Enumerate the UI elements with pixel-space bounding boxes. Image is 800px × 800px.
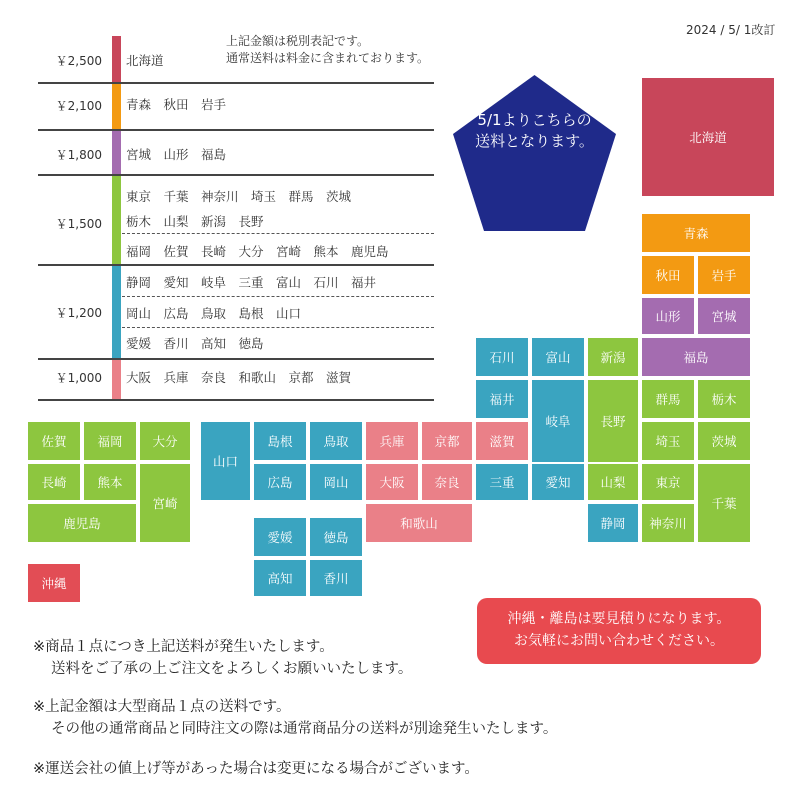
- tier-price: ￥2,500: [55, 54, 102, 68]
- pref-osaka: 大阪: [366, 464, 418, 500]
- announcement-text: [453, 110, 616, 152]
- tier-color-bar: [112, 131, 121, 174]
- pref-wakayama: 和歌山: [366, 504, 472, 542]
- tier-prefectures: 大阪 兵庫 奈良 和歌山 京都 滋賀: [126, 370, 352, 385]
- tax-note-line2: 通常送料は料金に含まれております。: [226, 51, 430, 65]
- callout-line1: 沖縄・離島は要見積りになります。: [507, 611, 731, 627]
- pref-yamanashi: 山梨: [588, 464, 638, 500]
- pref-kagoshima: 鹿児島: [28, 504, 136, 542]
- table-divider: [38, 264, 434, 266]
- note-price-change: [33, 758, 479, 780]
- note-line: ※上記金額は大型商品１点の送料です。: [33, 699, 291, 715]
- revision-date: 2024 / 5/ 1改訂: [686, 23, 776, 37]
- pref-fukui: 福井: [476, 380, 528, 418]
- note-line: ※商品１点につき上記送料が発生いたします。: [33, 639, 334, 655]
- pref-okinawa: 沖縄: [28, 564, 80, 602]
- okinawa-islands-callout: [477, 598, 761, 664]
- tier-prefectures: 岡山 広島 鳥取 島根 山口: [126, 306, 302, 321]
- pref-tokyo: 東京: [642, 464, 694, 500]
- table-divider: [38, 174, 434, 176]
- pref-aichi: 愛知: [532, 464, 584, 500]
- pref-ibaraki: 茨城: [698, 422, 750, 460]
- pref-yamaguchi: 山口: [201, 422, 250, 500]
- tier-prefectures: 栃木 山梨 新潟 長野: [126, 214, 264, 229]
- pref-nagasaki: 長崎: [28, 464, 80, 500]
- pref-niigata: 新潟: [588, 338, 638, 376]
- pref-hyogo: 兵庫: [366, 422, 418, 460]
- announcement-line1: 5/1よりこちらの: [477, 111, 592, 129]
- pref-fukushima: 福島: [642, 338, 750, 376]
- pref-yamagata: 山形: [642, 298, 694, 334]
- tier-prefectures: 愛媛 香川 高知 徳島: [126, 336, 264, 351]
- announcement-pentagon: [453, 75, 616, 231]
- pref-shizuoka: 静岡: [588, 504, 638, 542]
- tier-prefectures: 青森 秋田 岩手: [126, 97, 227, 112]
- pref-okayama: 岡山: [310, 464, 362, 500]
- pref-akita: 秋田: [642, 256, 694, 294]
- pref-saga: 佐賀: [28, 422, 80, 460]
- pref-aomori: 青森: [642, 214, 750, 252]
- pref-kanagawa: 神奈川: [642, 504, 694, 542]
- note-large-item: [33, 696, 557, 740]
- tier-color-bar: [112, 36, 121, 82]
- pref-tochigi: 栃木: [698, 380, 750, 418]
- pref-kochi: 高知: [254, 560, 306, 596]
- pref-gifu: 岐阜: [532, 380, 584, 462]
- pref-ehime: 愛媛: [254, 518, 306, 556]
- tier-prefectures: 宮城 山形 福島: [126, 147, 227, 162]
- tier-prefectures: 福岡 佐賀 長崎 大分 宮崎 熊本 鹿児島: [126, 244, 389, 259]
- tier-color-bar: [112, 266, 121, 358]
- tier-prefectures: 静岡 愛知 岐阜 三重 富山 石川 福井: [126, 275, 377, 290]
- pref-toyama: 富山: [532, 338, 584, 376]
- tier-price: ￥1,500: [55, 217, 102, 231]
- pref-shimane: 島根: [254, 422, 306, 460]
- pref-tottori: 鳥取: [310, 422, 362, 460]
- table-divider: [38, 129, 434, 131]
- tier-prefectures: 北海道: [126, 53, 164, 68]
- pref-iwate: 岩手: [698, 256, 750, 294]
- tier-color-bar: [112, 176, 121, 264]
- table-divider: [38, 399, 434, 401]
- tax-note-line1: 上記金額は税別表記です。: [226, 34, 370, 48]
- announcement-line2: 送料となります。: [475, 132, 594, 150]
- note-line: その他の通常商品と同時注文の際は通常商品分の送料が別途発生いたします。: [51, 721, 558, 737]
- table-dashed-divider: [122, 233, 434, 234]
- pref-gunma: 群馬: [642, 380, 694, 418]
- tier-price: ￥1,800: [55, 148, 102, 162]
- tier-color-bar: [112, 84, 121, 129]
- table-divider: [38, 358, 434, 360]
- pref-miyazaki: 宮崎: [140, 464, 190, 542]
- pref-miyagi: 宮城: [698, 298, 750, 334]
- table-divider: [38, 82, 434, 84]
- tax-note: [226, 33, 429, 67]
- table-dashed-divider: [122, 296, 434, 297]
- tier-prefectures: 東京 千葉 神奈川 埼玉 群馬 茨城: [126, 189, 352, 204]
- pref-ishikawa: 石川: [476, 338, 528, 376]
- pref-mie: 三重: [476, 464, 528, 500]
- pref-hiroshima: 広島: [254, 464, 306, 500]
- pref-hokkaido: 北海道: [642, 78, 774, 196]
- callout-line2: お気軽にお問い合わせください。: [514, 633, 724, 649]
- pref-fukuoka: 福岡: [84, 422, 136, 460]
- tier-price: ￥1,000: [55, 371, 102, 385]
- pref-nara: 奈良: [422, 464, 472, 500]
- tier-price: ￥2,100: [55, 99, 102, 113]
- pref-nagano: 長野: [588, 380, 638, 462]
- pref-tokushima: 徳島: [310, 518, 362, 556]
- pref-oita: 大分: [140, 422, 190, 460]
- pref-chiba: 千葉: [698, 464, 750, 542]
- tier-price: ￥1,200: [55, 306, 102, 320]
- tier-color-bar: [112, 360, 121, 399]
- table-dashed-divider: [122, 327, 434, 328]
- pref-kumamoto: 熊本: [84, 464, 136, 500]
- pref-kyoto: 京都: [422, 422, 472, 460]
- note-line: 送料をご了承の上ご注文をよろしくお願いいたします。: [51, 661, 413, 677]
- note-shipping-per-item: [33, 636, 412, 680]
- pref-kagawa: 香川: [310, 560, 362, 596]
- pref-shiga: 滋賀: [476, 422, 528, 460]
- pref-saitama: 埼玉: [642, 422, 694, 460]
- note-line: ※運送会社の値上げ等があった場合は変更になる場合がございます。: [33, 761, 479, 777]
